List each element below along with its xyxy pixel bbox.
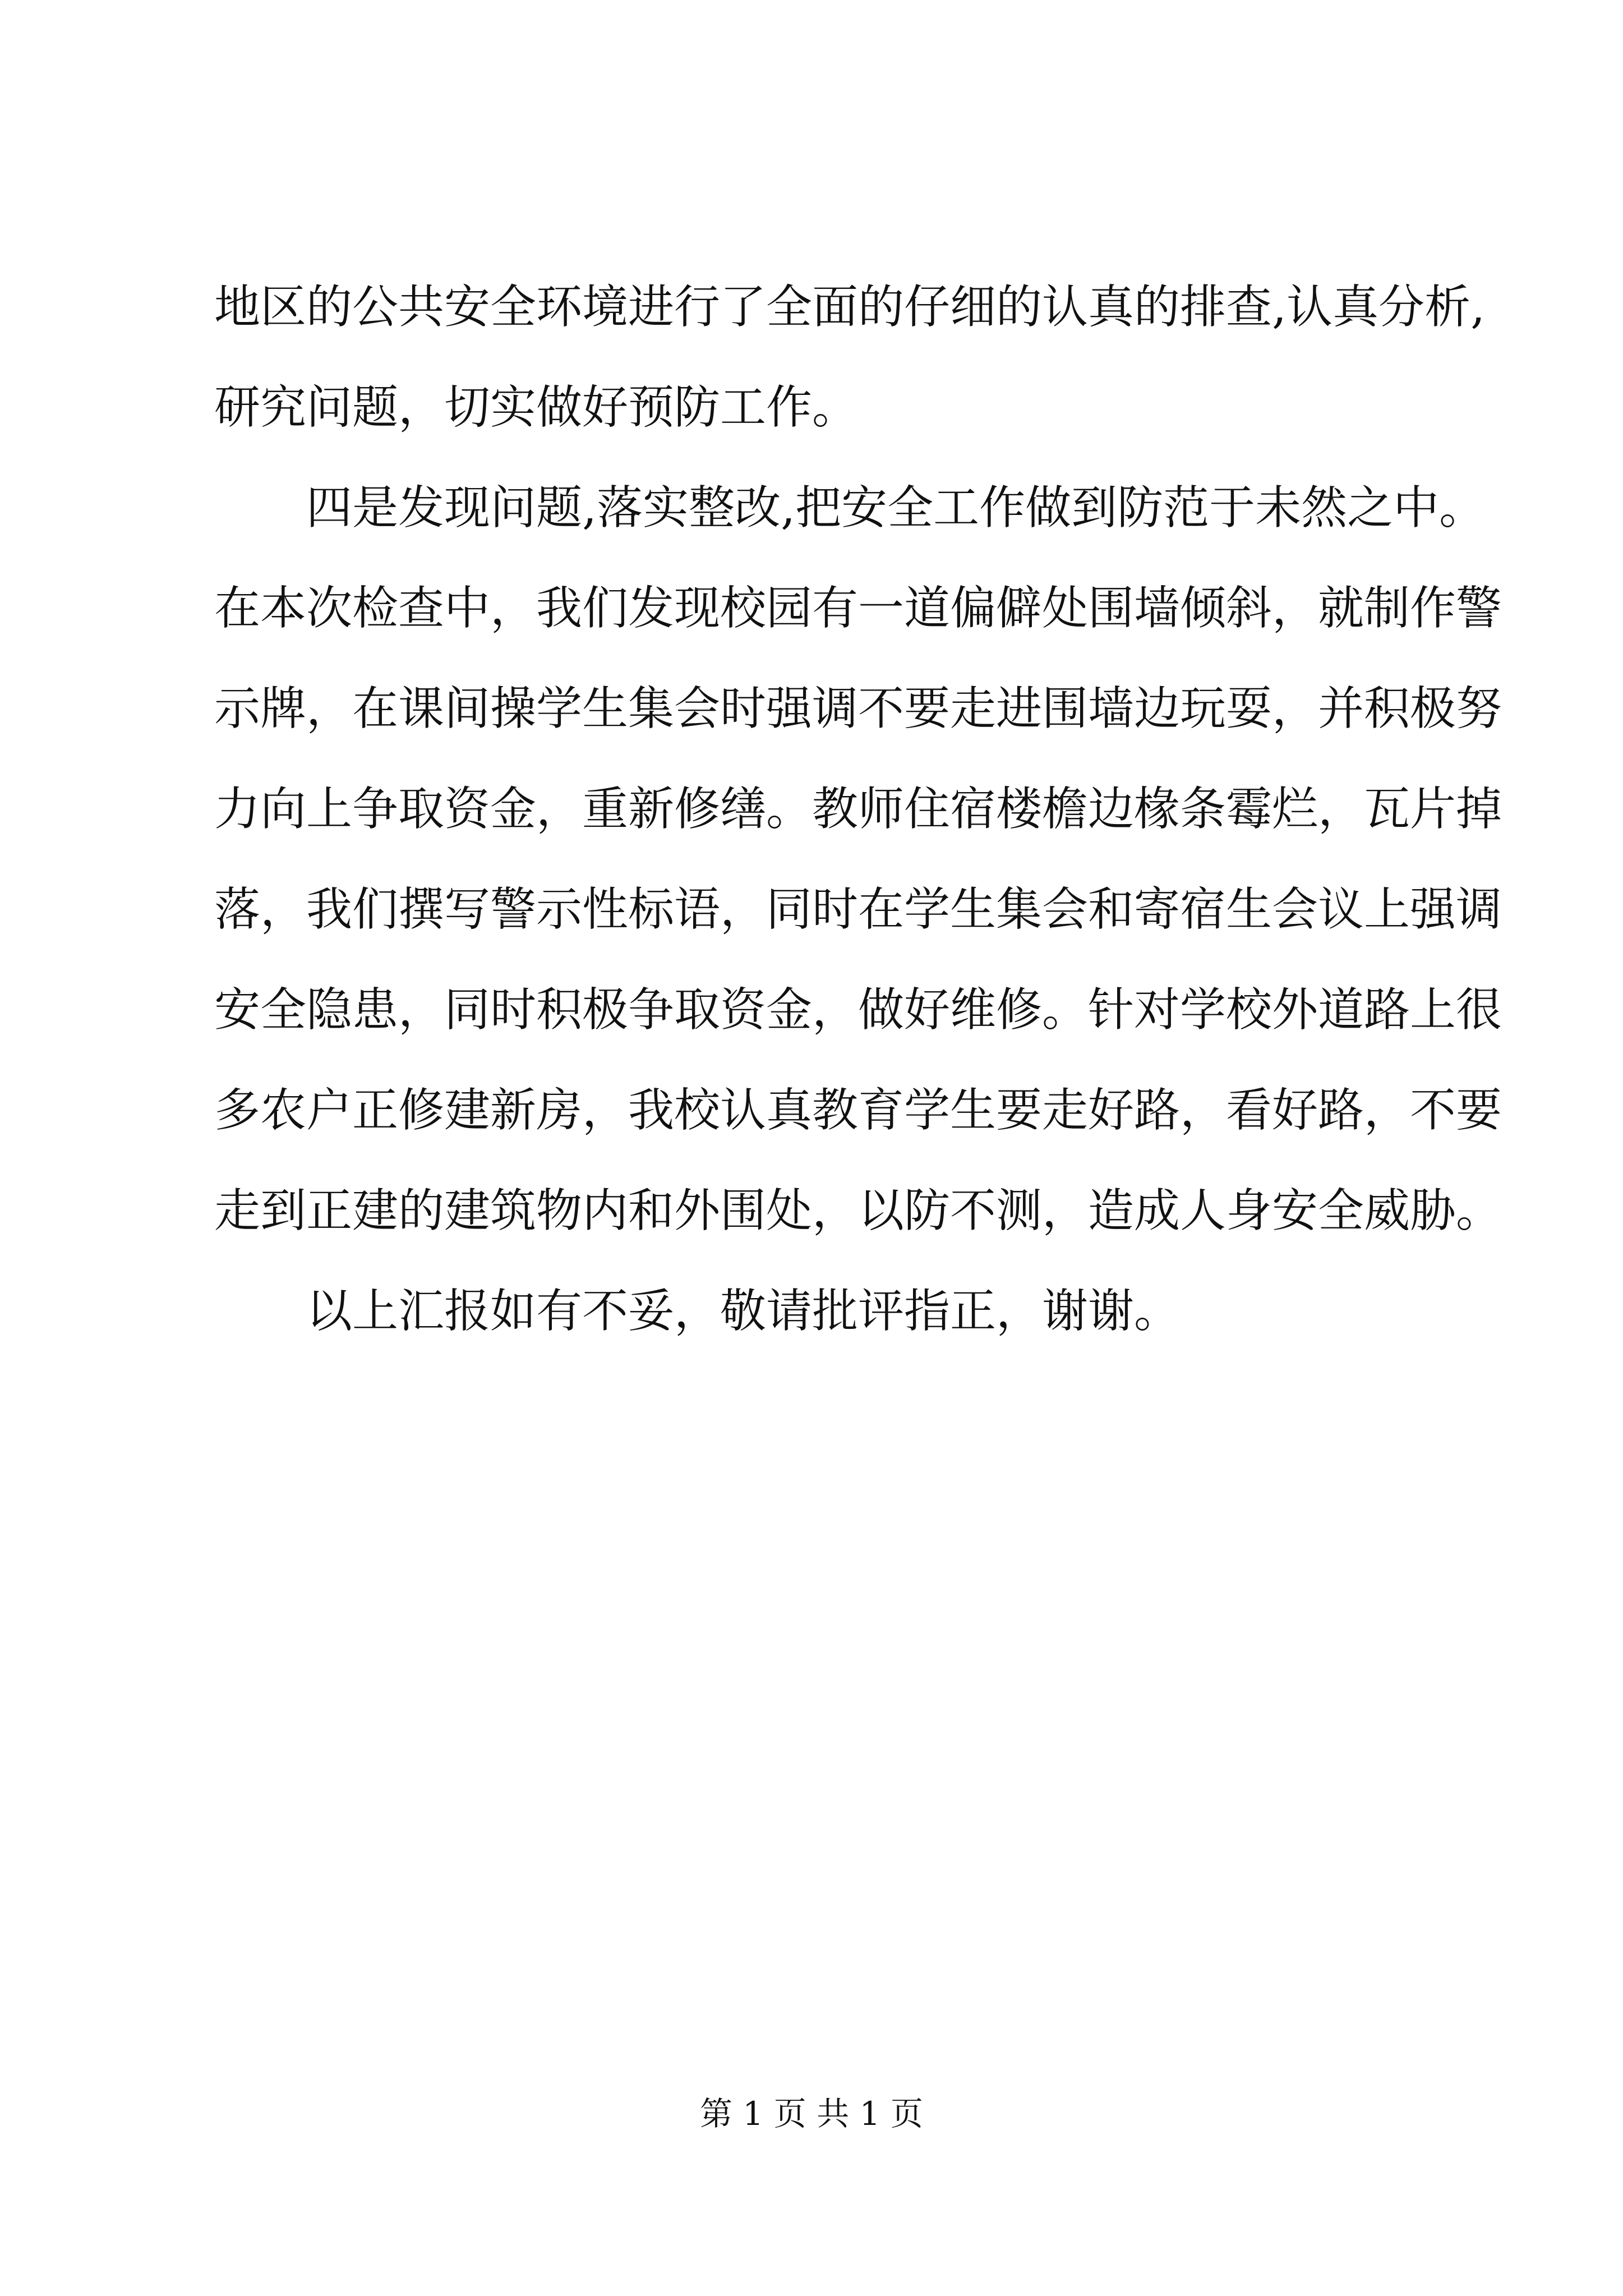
paragraph-line: 研究问题，切实做好预防工作。 xyxy=(214,381,859,434)
paragraph-line: 力向上争取资金，重新修缮。教师住宿楼檐边椽条霉烂，瓦片掉 xyxy=(214,783,1502,836)
paragraph-line: 落，我们撰写警示性标语，同时在学生集会和寄宿生会议上强调 xyxy=(214,883,1502,936)
page-footer: 第 1 页 共 1 页 xyxy=(700,2095,923,2133)
document-body xyxy=(214,257,1502,1361)
paragraph-line: 在本次检查中，我们发现校园有一道偏僻处围墙倾斜，就制作警 xyxy=(214,582,1502,635)
paragraph-line: 安全隐患，同时积极争取资金，做好维修。针对学校外道路上很 xyxy=(214,983,1502,1037)
paragraph-line: 多农户正修建新房，我校认真教育学生要走好路，看好路，不要 xyxy=(214,1084,1502,1137)
paragraph-line: 四是发现问题,落实整改,把安全工作做到防范于未然之中。 xyxy=(306,481,1486,535)
paragraph-line: 以上汇报如有不妥，敬请批评指正，谢谢。 xyxy=(306,1285,1181,1338)
paragraph-line: 示牌，在课间操学生集会时强调不要走进围墙边玩耍，并积极努 xyxy=(214,682,1502,735)
paragraph-line: 地区的公共安全环境进行了全面的仔细的认真的排查,认真分析, xyxy=(214,280,1486,334)
paragraph-line: 走到正建的建筑物内和外围处，以防不测，造成人身安全威胁。 xyxy=(214,1184,1502,1237)
